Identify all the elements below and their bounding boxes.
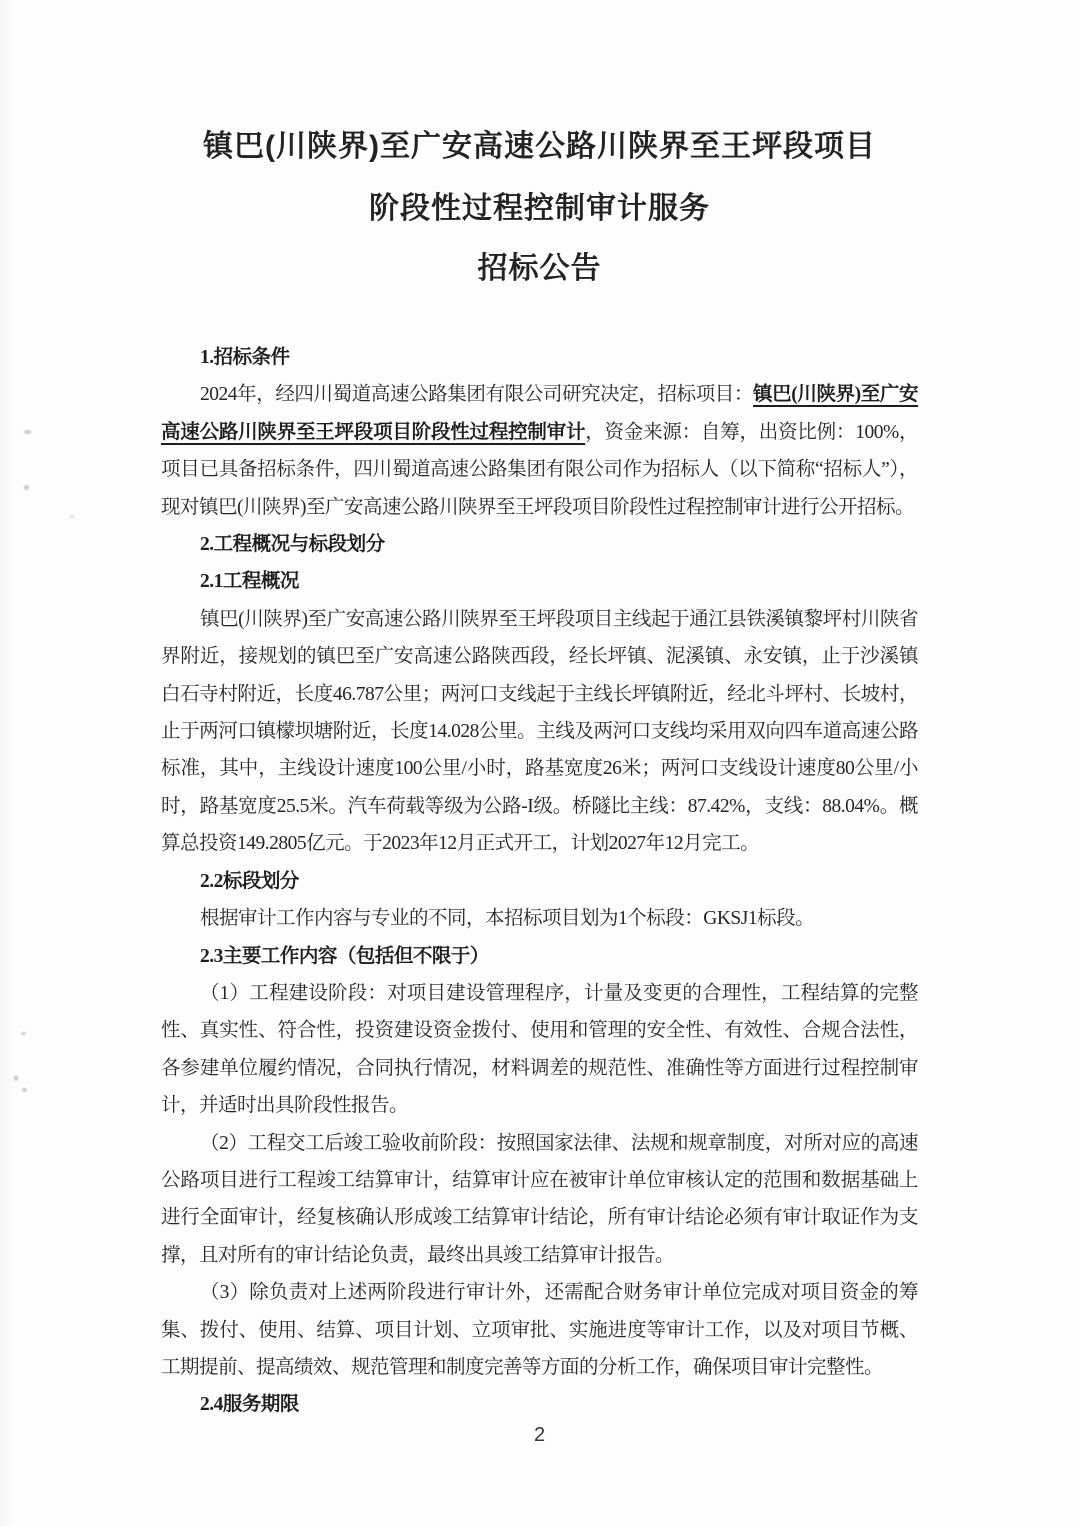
paragraph-work-item-2: （2）工程交工后竣工验收前阶段：按照国家法律、法规和规章制度，对所对应的高速公路项目进行工程竣工结算审计，结算审计应在被审计单位审核认定的范围和数据基础上进行全面审计，经复核确认形成竣工结算审计结论，所有审计结论必须有审计取证作为支撑，且对所有的审计结论负责，最终出具竣工结算审计报告。 — [161, 1132, 918, 1266]
scan-speck — [22, 1088, 27, 1092]
paragraph-project-overview: 镇巴(川陕界)至广安高速公路川陕界至王坪段项目主线起于通江县铁溪镇黎坪村川陕省界附近，接规划的镇巴至广安高速公路陕西段，经长坪镇、泥溪镇、永安镇，止于沙溪镇白石寺村附近，长度46.787公里；两河口支线起于主线长坪镇附近，经北斗坪村、长坡村，止于两河口镇檬坝塘附近，长度14.028公里。主线及两河口支线均采用双向四车道高速公路标准，其中，主线设计速度100公里/小时，路基宽度26米；两河口支线设计速度80公里/小时，路基宽度25.5米。汽车荷载等级为公路-I级。桥隧比主线：87.42%，支线：88.04%。概算总投资149.2805亿元。于2023年12月正式开工，计划2027年12月完工。 — [161, 608, 918, 855]
section-heading-service-period: 2.4服务期限 — [200, 1394, 299, 1416]
paragraph-section-division: 根据审计工作内容与专业的不同，本招标项目划为1个标段：GKSJ1标段。 — [200, 908, 815, 930]
scan-speck — [24, 485, 29, 490]
document-title-line-1: 镇巴(川陕界)至广安高速公路川陕界至王坪段项目 — [203, 130, 876, 163]
paragraph-work-item-3: （3）除负责对上述两阶段进行审计外，还需配合财务审计单位完成对项目资金的筹集、拨付、使用、结算、项目计划、立项审批、实施进度等审计工作，以及对项目节概、工期提前、提高绩效、规范管理和制度完善等方面的分析工作，确保项目审计完整性。 — [161, 1282, 918, 1378]
section-heading-project-overview-and-sections: 2.工程概况与标段划分 — [200, 534, 385, 556]
tender-project-name-underlined: 镇巴(川陕界)至广安高速公路川陕界至王坪段项目阶段性过程控制审计 — [161, 384, 918, 443]
paragraph-bidding-conditions-post: ，资金来源：自筹，出资比例：100%，项目已具备招标条件，四川蜀道高速公路集团有限公司作为招标人（以下简称“招标人”），现对镇巴(川陕界)至广安高速公路川陕界至王坪段项目阶段性过程控制审计进行公开招标。 — [161, 421, 918, 518]
section-heading-main-work-content: 2.3主要工作内容（包括但不限于） — [200, 945, 489, 967]
scan-speck — [21, 1032, 26, 1035]
section-heading-section-division: 2.2标段划分 — [200, 870, 299, 892]
document-body — [161, 339, 918, 1424]
document-title-line-3: 招标公告 — [477, 252, 602, 285]
section-heading-project-overview: 2.1工程概况 — [200, 571, 299, 593]
scan-speck — [14, 1075, 18, 1081]
paragraph-bidding-conditions — [161, 376, 918, 526]
document-title-line-2: 阶段性过程控制审计服务 — [369, 192, 710, 225]
paragraph-bidding-conditions-pre: 2024年，经四川蜀道高速公路集团有限公司研究决定，招标项目： — [200, 384, 754, 406]
page-number: 2 — [533, 1424, 546, 1446]
paragraph-work-item-1: （1）工程建设阶段：对项目建设管理程序，计量及变更的合理性，工程结算的完整性、真实性、符合性，投资建设资金拨付、使用和管理的安全性、有效性、合规合法性，各参建单位履约情况，合同执行情况，材料调差的规范性、准确性等方面进行过程控制审计，并适时出具阶段性报告。 — [161, 982, 918, 1117]
scan-speck — [24, 430, 31, 434]
scan-speck — [70, 515, 74, 518]
section-heading-bidding-conditions: 1.招标条件 — [200, 347, 290, 368]
